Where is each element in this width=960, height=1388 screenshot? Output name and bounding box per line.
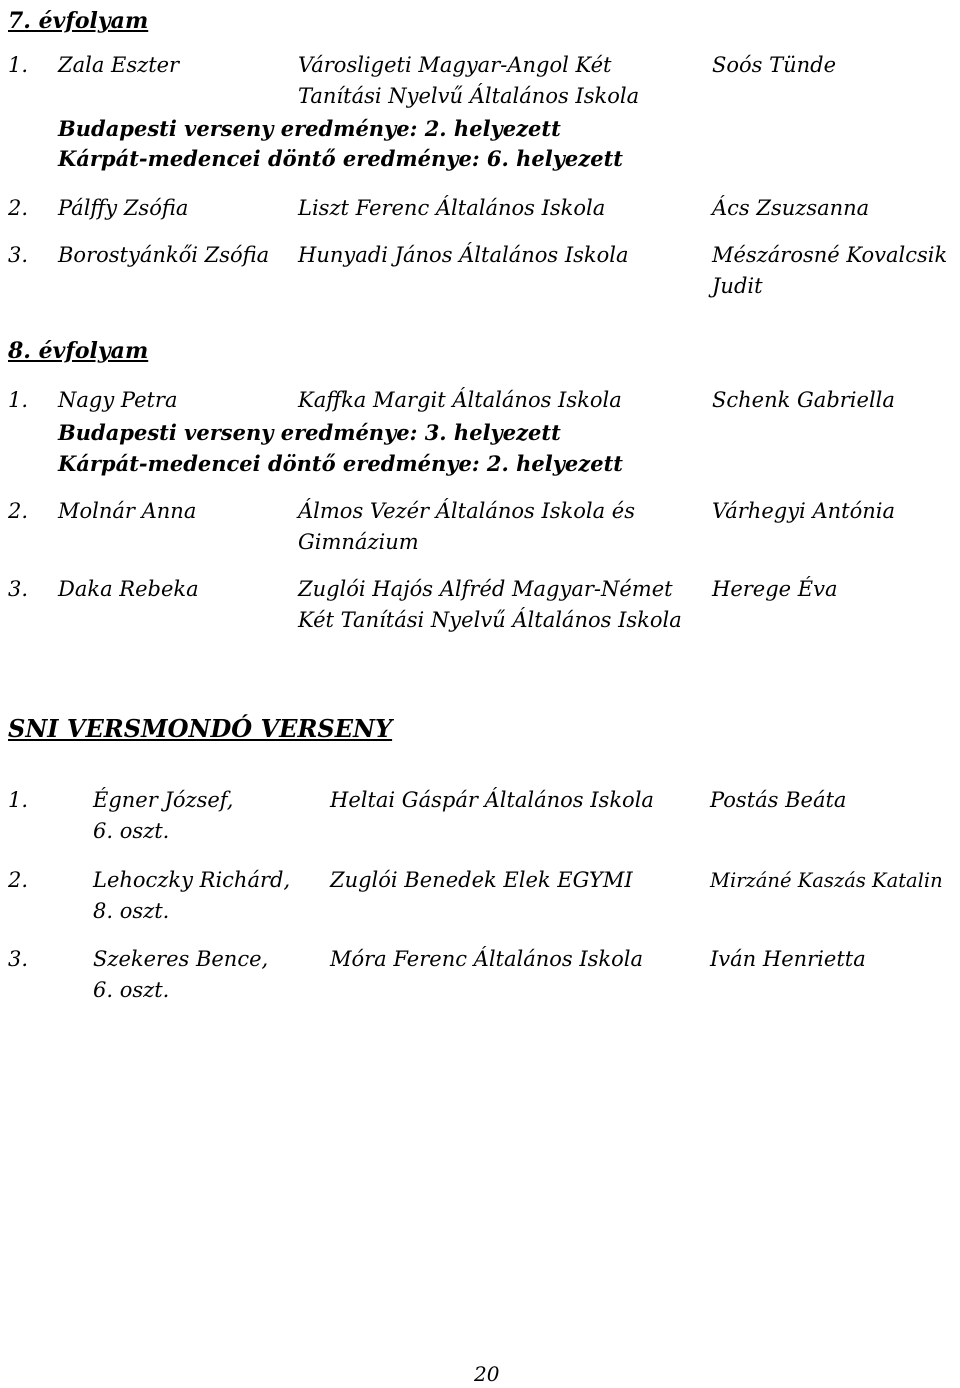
student-name: Nagy Petra <box>58 388 178 412</box>
student-name: Borostyánkői Zsófia <box>58 243 270 267</box>
school-name-line1: Álmos Vezér Általános Iskola és <box>298 499 636 523</box>
budapest-result: Budapesti verseny eredménye: 2. helyezett <box>58 116 561 141</box>
entry-number: 3. <box>8 243 29 267</box>
teacher-name: Ács Zsuzsanna <box>712 196 870 220</box>
school-name: Móra Ferenc Általános Iskola <box>330 947 644 971</box>
student-grade: 8. oszt. <box>93 899 170 923</box>
school-name-line2: Tanítási Nyelvű Általános Iskola <box>298 84 640 108</box>
grade7-heading: 7. évfolyam <box>8 8 149 34</box>
student-grade: 6. oszt. <box>93 819 170 843</box>
carpathian-result: Kárpát-medencei döntő eredménye: 2. helyezett <box>58 451 623 476</box>
entry-number: 2. <box>8 196 29 220</box>
school-name-line1: Liszt Ferenc Általános Iskola <box>298 196 606 220</box>
student-name: Molnár Anna <box>58 499 197 523</box>
entry-number: 2. <box>8 868 29 892</box>
school-name-line2: Két Tanítási Nyelvű Általános Iskola <box>298 608 682 632</box>
teacher-name: Mirzáné Kaszás Katalin <box>710 869 943 892</box>
teacher-name: Iván Henrietta <box>710 947 866 971</box>
school-name-line1: Városligeti Magyar-Angol Két <box>298 53 612 77</box>
entry-number: 3. <box>8 577 29 601</box>
student-name: Zala Eszter <box>58 53 180 77</box>
teacher-name-line1: Mészárosné Kovalcsik <box>712 243 948 267</box>
teacher-name-line2: Judit <box>712 274 763 298</box>
entry-number: 1. <box>8 388 29 412</box>
page-number: 20 <box>474 1362 500 1386</box>
entry-number: 1. <box>8 788 29 812</box>
sni-heading: SNI VERSMONDÓ VERSENY <box>8 714 393 743</box>
entry-number: 2. <box>8 499 29 523</box>
school-name: Zuglói Benedek Elek EGYMI <box>330 868 633 892</box>
school-name-line1: Kaffka Margit Általános Iskola <box>298 388 622 412</box>
student-grade: 6. oszt. <box>93 978 170 1002</box>
school-name: Heltai Gáspár Általános Iskola <box>330 788 654 812</box>
school-name-line2: Gimnázium <box>298 530 419 554</box>
carpathian-result: Kárpát-medencei döntő eredménye: 6. helyezett <box>58 146 623 171</box>
student-name: Szekeres Bence, <box>93 947 269 971</box>
entry-number: 3. <box>8 947 29 971</box>
teacher-name: Várhegyi Antónia <box>712 499 895 523</box>
teacher-name: Schenk Gabriella <box>712 388 895 412</box>
student-name: Lehoczky Richárd, <box>93 868 291 892</box>
teacher-name: Soós Tünde <box>712 53 837 77</box>
school-name-line1: Zuglói Hajós Alfréd Magyar-Német <box>298 577 673 601</box>
budapest-result: Budapesti verseny eredménye: 3. helyezett <box>58 420 561 445</box>
teacher-name: Postás Beáta <box>710 788 847 812</box>
teacher-name: Herege Éva <box>712 577 838 601</box>
grade8-heading: 8. évfolyam <box>8 338 149 364</box>
student-name: Pálffy Zsófia <box>58 196 189 220</box>
student-name: Daka Rebeka <box>58 577 199 601</box>
entry-number: 1. <box>8 53 29 77</box>
school-name-line1: Hunyadi János Általános Iskola <box>298 243 629 267</box>
student-name: Égner József, <box>93 788 234 812</box>
